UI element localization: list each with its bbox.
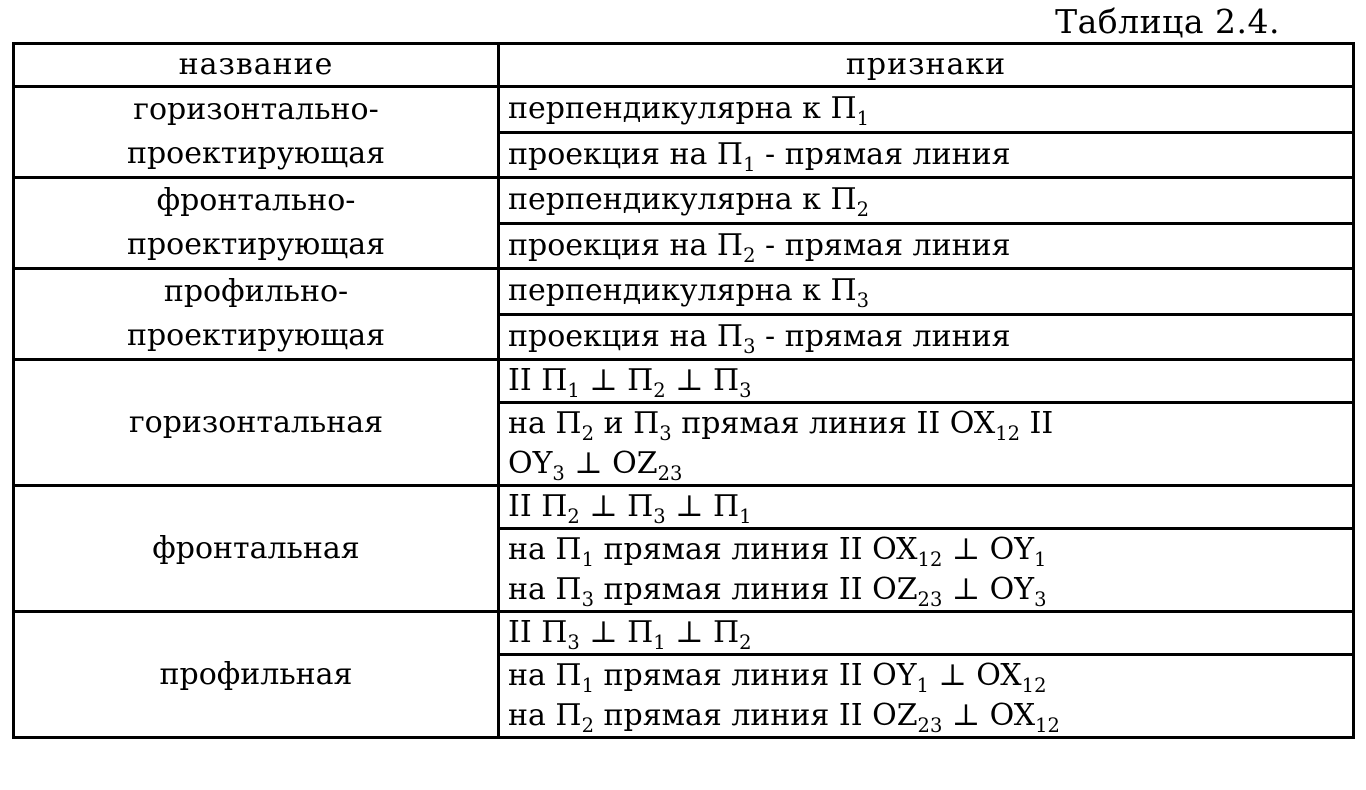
table-row <box>14 486 1354 529</box>
table-body <box>14 87 1354 738</box>
line-type-feature: проекция на $П_2$ - прямая линия <box>499 223 1354 269</box>
line-type-feature: перпендикулярна к $П_1$ <box>499 87 1354 133</box>
table-row <box>14 360 1354 403</box>
line-type-feature: II $П_1$ ⊥ $П_2$ ⊥ $П_3$ <box>499 360 1354 403</box>
table-caption: Таблица 2.4. <box>1055 2 1280 41</box>
line-type-feature: на $П_1$ прямая линия II $OY_1$ ⊥ $OX_{12}$ на $П_2$ прямая линия II $OZ_{23}$ ⊥ $OX_{12}$ <box>499 655 1354 738</box>
line-type-name: профильно- проектирующая <box>14 269 499 360</box>
line-type-name: горизонтальная <box>14 360 499 486</box>
line-type-feature: проекция на $П_1$ - прямая линия <box>499 132 1354 178</box>
header-row <box>14 44 1354 87</box>
line-type-name: фронтальная <box>14 486 499 612</box>
line-type-name: фронтально- проектирующая <box>14 178 499 269</box>
line-type-feature: проекция на $П_3$ - прямая линия <box>499 314 1354 360</box>
line-type-feature: перпендикулярна к $П_3$ <box>499 269 1354 315</box>
table-row <box>14 269 1354 315</box>
line-type-name: горизонтально- проектирующая <box>14 87 499 178</box>
line-type-name: профильная <box>14 612 499 738</box>
line-type-feature: на $П_2$ и $П_3$ прямая линия II $OX_{12}$ II $OY_3$ ⊥ $OZ_{23}$ <box>499 403 1354 486</box>
line-type-feature: на $П_1$ прямая линия II $OX_{12}$ ⊥ $OY_1$ на $П_3$ прямая линия II $OZ_{23}$ ⊥ $OY_3$ <box>499 529 1354 612</box>
table-row <box>14 612 1354 655</box>
table-row <box>14 178 1354 224</box>
line-type-feature: II $П_3$ ⊥ $П_1$ ⊥ $П_2$ <box>499 612 1354 655</box>
header-features: признаки <box>499 44 1354 87</box>
line-type-feature: перпендикулярна к $П_2$ <box>499 178 1354 224</box>
line-type-feature: II $П_2$ ⊥ $П_3$ ⊥ $П_1$ <box>499 486 1354 529</box>
line-types-table <box>12 42 1355 739</box>
table-row <box>14 87 1354 133</box>
header-name: название <box>14 44 499 87</box>
